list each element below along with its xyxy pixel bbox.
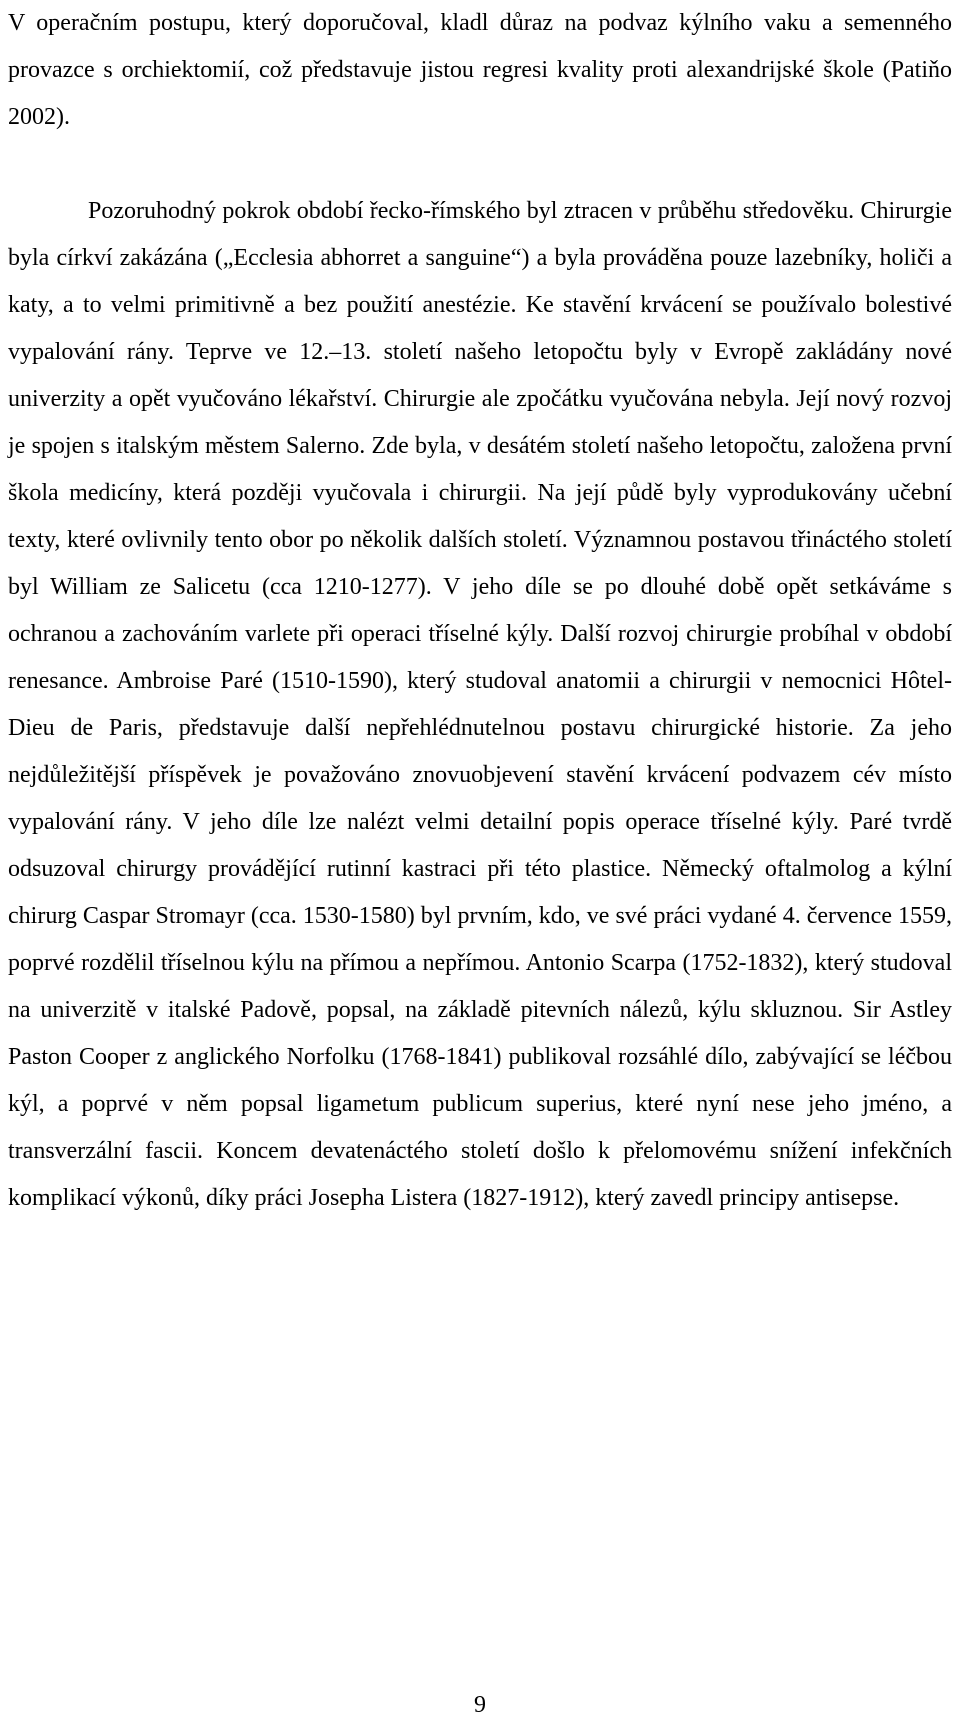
document-body — [8, 0, 952, 1222]
paragraph-2: Pozoruhodný pokrok období řecko-římského byl ztracen v průběhu středověku. Chirurgie byla církví zakázána („Ecclesia abhorret a sanguine“) a byla prováděna pouze lazebníky, holiči a katy, a to velmi primitivně a bez použití anestézie. Ke stavění krvácení se používalo bolestivé vypalování rány. Teprve ve 12.–13. století našeho letopočtu byly v Evropě zakládány nové univerzity a opět vyučováno lékařství. Chirurgie ale zpočátku vyučována nebyla. Její nový rozvoj je spojen s italským městem Salerno. Zde byla, v desátém století našeho letopočtu, založena první škola medicíny, která později vyučovala i chirurgii. Na její půdě byly vyprodukovány učební texty, které ovlivnily tento obor po několik dalších století. Významnou postavou třináctého století byl William ze Salicetu (cca 1210-1277). V jeho díle se po dlouhé době opět setkáváme s ochranou a zachováním varlete při operaci tříselné kýly. Další rozvoj chirurgie probíhal v období renesance. Ambroise Paré (1510-1590), který studoval anatomii a chirurgii v nemocnici Hôtel-Dieu de Paris, představuje další nepřehlédnutelnou postavu chirurgické historie. Za jeho nejdůležitější příspěvek je považováno znovuobjevení stavění krvácení podvazem cév místo vypalování rány. V jeho díle lze nalézt velmi detailní popis operace tříselné kýly. Paré tvrdě odsuzoval chirurgy provádějící rutinní kastraci při této plastice. Německý oftalmolog a kýlní chirurg Caspar Stromayr (cca. 1530-1580) byl prvním, kdo, ve své práci vydané 4. července 1559, poprvé rozdělil tříselnou kýlu na přímou a nepřímou. Antonio Scarpa (1752-1832), který studoval na univerzitě v italské Padově, popsal, na základě pitevních nálezů, kýlu skluznou. Sir Astley Paston Cooper z anglického Norfolku (1768-1841) publikoval rozsáhlé dílo, zabývající se léčbou kýl, a poprvé v něm popsal ligametum publicum superius, které nyní nese jeho jméno, a transverzální fascii. Koncem devatenáctého století došlo k přelomovému snížení infekčních komplikací výkonů, díky práci Josepha Listera (1827-1912), který zavedl principy antisepse. — [8, 198, 952, 1211]
page-number: 9 — [474, 1692, 486, 1718]
paragraph-1: V operačním postupu, který doporučoval, kladl důraz na podvaz kýlního vaku a semenného provazce s orchiektomií, což představuje jistou regresi kvality proti alexandrijské škole (Patiňo 2002). — [8, 10, 952, 130]
